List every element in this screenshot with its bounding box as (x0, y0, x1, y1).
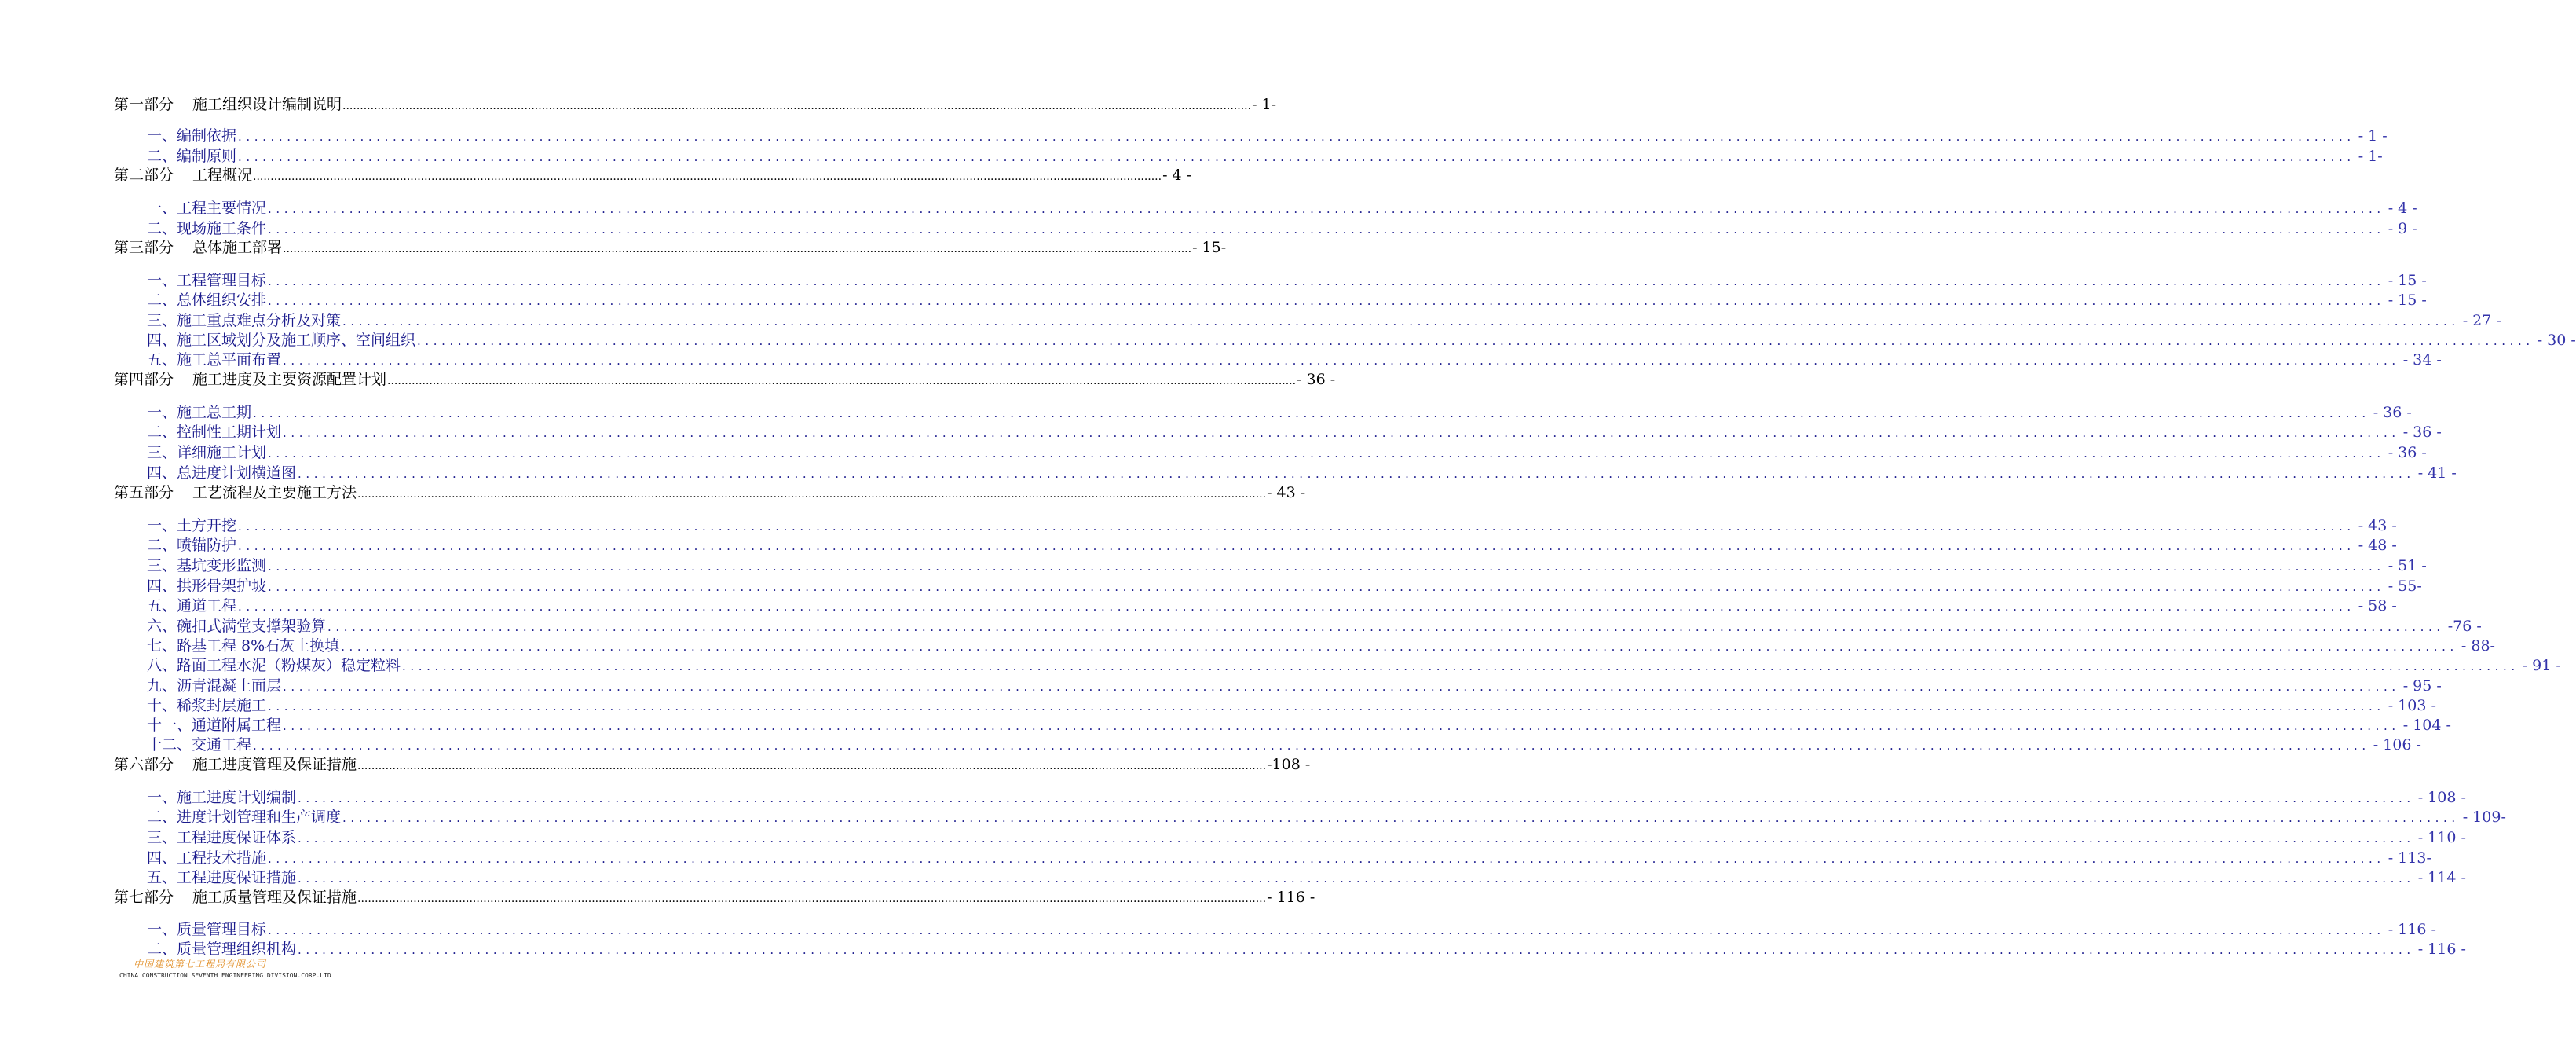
toc-leader-dots: .................................................................................................................................................................................................................................................................... (268, 699, 2385, 713)
toc-page-number: - 103 - (2388, 697, 2436, 714)
toc-leader-dots: .................................................................................................................................................................................................................................................................... (298, 831, 2415, 845)
toc-page-number: - 106 - (2373, 736, 2421, 754)
toc-page-number: - 55- (2388, 578, 2422, 595)
toc-part-entry[interactable] (114, 886, 1315, 907)
toc-leader-dots: .................................................................................................................................................................................................................................................................... (402, 659, 2519, 673)
toc-page-number: - 109- (2462, 808, 2506, 826)
toc-page-number: - 36 - (1297, 371, 1336, 388)
toc-entry-title: 施工质量管理及保证措施 (192, 889, 357, 906)
toc-leader-dots: .................................................................................................................................................................................................................................................................... (283, 243, 1192, 255)
toc-leader-dots: .................................................................................................................................................................................................................................................................... (283, 719, 2400, 733)
toc-section-entry[interactable] (147, 196, 2417, 218)
toc-leader-dots: .................................................................................................................................................................................................................................................................... (357, 893, 1267, 905)
toc-page-number: - 43 - (2358, 517, 2397, 534)
toc-page-number: - 116 - (2417, 940, 2466, 958)
toc-part-number: 第一部分 (114, 96, 174, 113)
toc-entry-title: 四、施工区域划分及施工顺序、空间组织 (147, 332, 416, 349)
toc-section-entry[interactable] (147, 634, 2495, 655)
toc-section-entry[interactable] (147, 786, 2466, 807)
toc-leader-dots: .................................................................................................................................................................................................................................................................... (283, 426, 2400, 440)
toc-page-number: - 108 - (2417, 789, 2466, 806)
toc-entry-title: 三、工程进度保证体系 (147, 829, 297, 846)
toc-leader-dots: .................................................................................................................................................................................................................................................................... (298, 467, 2415, 481)
toc-leader-dots: .................................................................................................................................................................................................................................................................... (253, 170, 1162, 183)
toc-page-number: - 58 - (2358, 597, 2397, 614)
toc-entry-title: 三、详细施工计划 (147, 444, 267, 461)
toc-page-number: - 36 - (2402, 424, 2442, 441)
toc-section-entry[interactable] (147, 574, 2422, 596)
toc-leader-dots: .................................................................................................................................................................................................................................................................... (238, 539, 2355, 553)
toc-leader-dots: .................................................................................................................................................................................................................................................................... (268, 446, 2385, 460)
toc-leader-dots: .................................................................................................................................................................................................................................................................... (327, 620, 2445, 634)
toc-leader-dots: .................................................................................................................................................................................................................................................................... (268, 202, 2385, 216)
toc-page-number: - 91 - (2522, 657, 2561, 674)
toc-part-entry[interactable] (114, 163, 1192, 185)
toc-entry-title: 二、总体组织安排 (147, 292, 267, 309)
toc-section-entry[interactable] (147, 534, 2397, 555)
toc-leader-dots: .................................................................................................................................................................................................................................................................... (268, 294, 2385, 308)
toc-section-entry[interactable] (147, 269, 2427, 290)
toc-part-number: 第二部分 (114, 167, 174, 184)
toc-part-number: 第六部分 (114, 756, 174, 773)
toc-entry-title: 五、通道工程 (147, 597, 237, 614)
toc-leader-dots: .................................................................................................................................................................................................................................................................... (253, 739, 2370, 753)
toc-page-number: - 48 - (2358, 537, 2397, 554)
toc-part-entry[interactable] (114, 236, 1227, 257)
toc-section-entry[interactable] (147, 217, 2417, 238)
toc-entry-title: 十、稀浆封层施工 (147, 697, 267, 714)
toc-page-number: - 9 - (2388, 220, 2417, 237)
toc-section-entry[interactable] (147, 713, 2451, 735)
toc-leader-dots: .................................................................................................................................................................................................................................................................... (268, 852, 2385, 866)
toc-page-number: - 4 - (2388, 200, 2417, 217)
toc-section-entry[interactable] (147, 674, 2442, 695)
toc-leader-dots: .................................................................................................................................................................................................................................................................... (238, 519, 2355, 534)
toc-section-entry[interactable] (147, 420, 2442, 442)
toc-page-number: - 95 - (2402, 677, 2442, 695)
toc-leader-dots: .................................................................................................................................................................................................................................................................... (298, 943, 2415, 957)
toc-leader-dots: .................................................................................................................................................................................................................................................................... (298, 791, 2415, 805)
toc-part-number: 第七部分 (114, 889, 174, 906)
toc-page-number: - 43 - (1267, 484, 1306, 501)
toc-leader-dots: .................................................................................................................................................................................................................................................................... (387, 375, 1297, 387)
toc-leader-dots: .................................................................................................................................................................................................................................................................... (342, 314, 2460, 328)
toc-part-number: 第五部分 (114, 484, 174, 501)
toc-page-number: - 110 - (2417, 829, 2466, 846)
toc-section-entry[interactable] (147, 733, 2421, 754)
toc-entry-title: 十二、交通工程 (147, 736, 252, 754)
toc-leader-dots: .................................................................................................................................................................................................................................................................... (268, 923, 2385, 937)
toc-entry-title: 二、控制性工期计划 (147, 424, 282, 441)
toc-entry-title: 二、现场施工条件 (147, 220, 267, 237)
toc-section-entry[interactable] (147, 846, 2431, 867)
toc-page-number: - 41 - (2417, 464, 2457, 482)
toc-entry-title: 施工进度管理及保证措施 (192, 756, 357, 773)
toc-leader-dots: .................................................................................................................................................................................................................................................................... (268, 274, 2385, 288)
toc-page-number: - 36 - (2388, 444, 2427, 461)
toc-entry-title: 八、路面工程水泥（粉煤灰）稳定粒料 (147, 657, 401, 674)
toc-part-entry[interactable] (114, 368, 1336, 389)
toc-entry-title: 十一、通道附属工程 (147, 717, 282, 734)
toc-page-number: -108 - (1267, 756, 1311, 773)
toc-entry-title: 四、总进度计划横道图 (147, 464, 297, 482)
toc-page-number: - 15 - (2388, 272, 2427, 289)
toc-page-number: - 27 - (2462, 312, 2501, 329)
toc-page-number: - 36 - (2373, 404, 2412, 421)
toc-entry-title: 一、施工总工期 (147, 404, 252, 421)
toc-page-number: - 30 - (2537, 332, 2576, 349)
toc-section-entry[interactable] (147, 328, 2576, 350)
footer-company-cn: 中国建筑第七工程局有限公司 (134, 959, 267, 970)
toc-section-entry[interactable] (147, 594, 2397, 615)
toc-leader-dots: .................................................................................................................................................................................................................................................................... (357, 488, 1267, 500)
toc-part-number: 第三部分 (114, 239, 174, 256)
toc-page-number: - 15 - (2388, 292, 2427, 309)
toc-page-number: - 1- (2358, 148, 2383, 165)
toc-page-number: - 114 - (2417, 869, 2466, 886)
toc-page-number: -76 - (2447, 618, 2482, 635)
toc-leader-dots: .................................................................................................................................................................................................................................................................... (238, 600, 2355, 614)
toc-section-entry[interactable] (147, 145, 2383, 166)
toc-entry-title: 一、编制依据 (147, 127, 237, 145)
toc-entry-title: 二、质量管理组织机构 (147, 940, 297, 958)
toc-entry-title: 五、工程进度保证措施 (147, 869, 297, 886)
toc-page-number: - 116 - (1267, 889, 1315, 906)
toc-page-number: - 88- (2461, 637, 2495, 654)
toc-page-number: - 4 - (1162, 167, 1192, 184)
toc-page-number: - 51 - (2388, 557, 2427, 574)
toc-part-entry[interactable] (114, 753, 1311, 774)
toc-part-entry[interactable] (114, 93, 1277, 114)
toc-entry-title: 二、喷锚防护 (147, 537, 237, 554)
toc-entry-title: 二、进度计划管理和生产调度 (147, 808, 342, 826)
toc-entry-title: 一、工程管理目标 (147, 272, 267, 289)
toc-section-entry[interactable] (147, 401, 2412, 422)
toc-part-entry[interactable] (114, 481, 1306, 502)
toc-entry-title: 六、碗扣式满堂支撑架验算 (147, 618, 327, 635)
toc-entry-title: 工程概况 (192, 167, 253, 184)
toc-leader-dots: .................................................................................................................................................................................................................................................................... (268, 580, 2385, 594)
footer-company-en: CHINA CONSTRUCTION SEVENTH ENGINEERING DIVISION.CORP.LTD (119, 972, 331, 979)
toc-section-entry[interactable] (147, 826, 2466, 847)
toc-section-entry[interactable] (147, 124, 2388, 145)
toc-page-number: - 113- (2388, 849, 2431, 867)
toc-leader-dots: .................................................................................................................................................................................................................................................................... (268, 222, 2385, 236)
toc-entry-title: 四、拱形骨架护坡 (147, 578, 267, 595)
toc-entry-title: 一、工程主要情况 (147, 200, 267, 217)
toc-leader-dots: .................................................................................................................................................................................................................................................................... (238, 150, 2355, 164)
toc-section-entry[interactable] (147, 866, 2466, 887)
toc-section-entry[interactable] (147, 288, 2427, 310)
toc-entry-title: 三、基坑变形监测 (147, 557, 267, 574)
toc-entry-title: 五、施工总平面布置 (147, 351, 282, 368)
toc-section-entry[interactable] (147, 514, 2397, 535)
toc-entry-title: 一、质量管理目标 (147, 921, 267, 938)
toc-page-number: - 1 - (2358, 127, 2388, 145)
toc-entry-title: 三、施工重点难点分析及对策 (147, 312, 342, 329)
toc-leader-dots: .................................................................................................................................................................................................................................................................... (342, 811, 2460, 825)
toc-entry-title: 一、土方开挖 (147, 517, 237, 534)
toc-leader-dots: .................................................................................................................................................................................................................................................................... (283, 680, 2400, 694)
toc-entry-title: 总体施工部署 (192, 239, 283, 256)
toc-section-entry[interactable] (147, 614, 2482, 636)
toc-leader-dots: .................................................................................................................................................................................................................................................................... (268, 559, 2385, 574)
toc-section-entry[interactable] (147, 348, 2442, 369)
toc-leader-dots: .................................................................................................................................................................................................................................................................... (341, 640, 2458, 654)
toc-entry-title: 九、沥青混凝土面层 (147, 677, 282, 695)
toc-section-entry[interactable] (147, 309, 2501, 330)
toc-section-entry[interactable] (147, 805, 2506, 827)
toc-leader-dots: .................................................................................................................................................................................................................................................................... (238, 130, 2355, 144)
toc-section-entry[interactable] (147, 554, 2427, 575)
toc-entry-title: 一、施工进度计划编制 (147, 789, 297, 806)
toc-leader-dots: .................................................................................................................................................................................................................................................................... (357, 760, 1267, 772)
toc-entry-title: 二、编制原则 (147, 148, 237, 165)
toc-section-entry[interactable] (147, 441, 2427, 462)
toc-page-number: - 34 - (2402, 351, 2442, 368)
toc-entry-title: 四、工程技术措施 (147, 849, 267, 867)
toc-section-entry[interactable] (147, 918, 2436, 939)
toc-part-number: 第四部分 (114, 371, 174, 388)
toc-page-number: - 1- (1252, 96, 1277, 113)
toc-leader-dots: .................................................................................................................................................................................................................................................................... (253, 406, 2370, 420)
toc-section-entry[interactable] (147, 694, 2436, 715)
toc-page-number: - 116 - (2388, 921, 2436, 938)
toc-entry-title: 七、路基工程 8%石灰土换填 (147, 637, 340, 654)
toc-leader-dots: .................................................................................................................................................................................................................................................................... (342, 100, 1252, 112)
toc-section-entry[interactable] (147, 461, 2457, 482)
toc-page-number: - 104 - (2402, 717, 2451, 734)
toc-page-number: - 15- (1192, 239, 1227, 256)
toc-entry-title: 施工组织设计编制说明 (192, 96, 342, 113)
toc-leader-dots: .................................................................................................................................................................................................................................................................... (417, 334, 2534, 348)
toc-entry-title: 施工进度及主要资源配置计划 (192, 371, 387, 388)
toc-leader-dots: .................................................................................................................................................................................................................................................................... (298, 871, 2415, 886)
toc-leader-dots: .................................................................................................................................................................................................................................................................... (283, 354, 2400, 368)
toc-section-entry[interactable] (147, 654, 2561, 675)
toc-section-entry[interactable] (147, 937, 2466, 959)
toc-entry-title: 工艺流程及主要施工方法 (192, 484, 357, 501)
